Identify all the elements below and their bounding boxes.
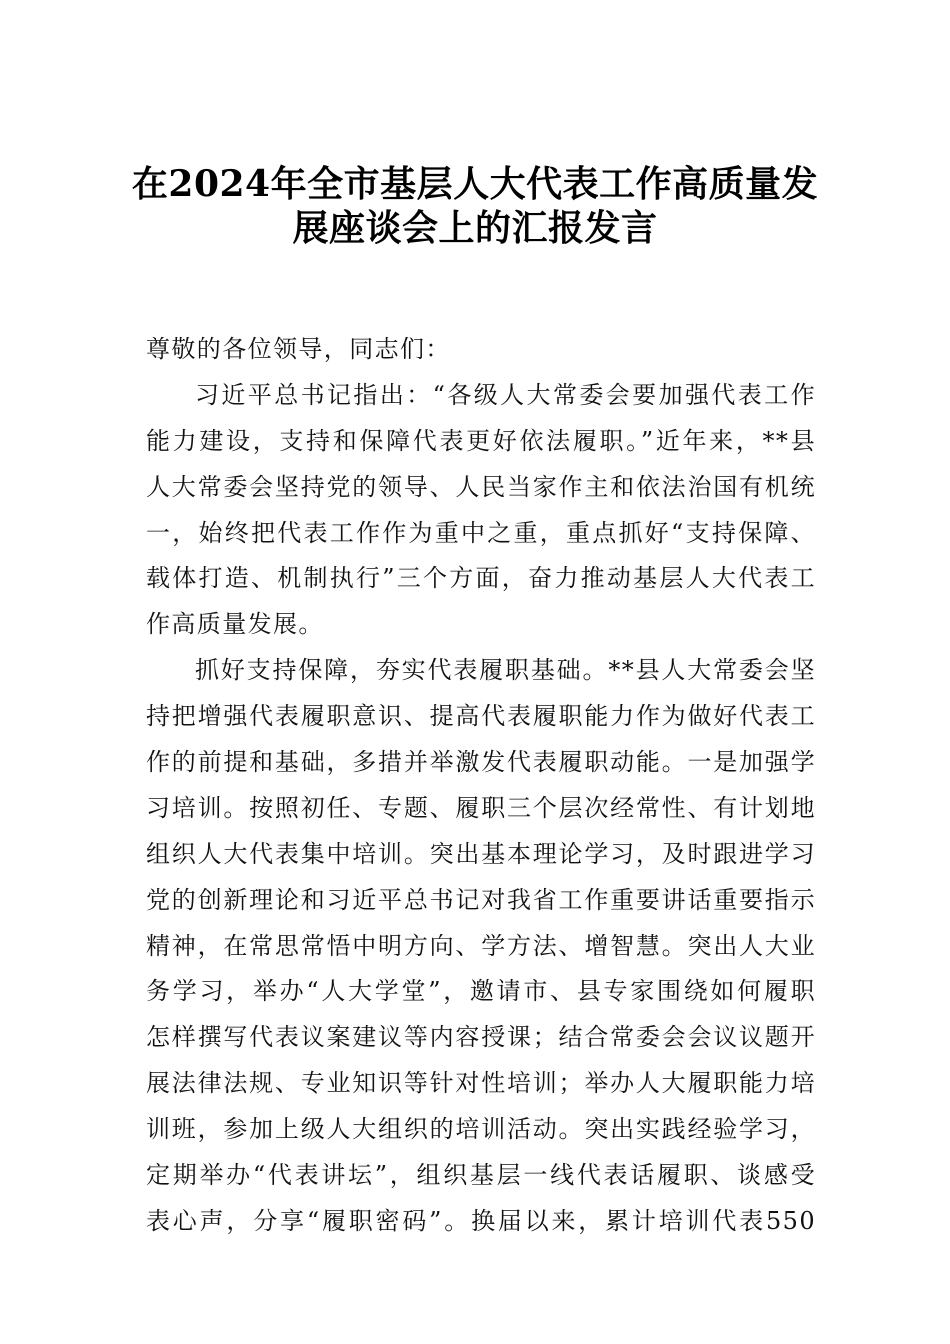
paragraph-2-line-9: 怎样撰写代表议案建议等内容授课；结合常委会会议议题开 bbox=[146, 1023, 816, 1052]
paragraph-2-line-7: 精神，在常思常悟中明方向、学方法、增智慧。突出人大业 bbox=[146, 931, 816, 960]
paragraph-1-line-2: 能力建设，支持和保障代表更好依法履职。”近年来，**县 bbox=[146, 426, 816, 455]
paragraph-2-line-12: 定期举办“代表讲坛”，组织基层一线代表话履职、谈感受 bbox=[146, 1161, 816, 1190]
paragraph-1-line-6: 作高质量发展。 bbox=[146, 610, 324, 639]
document-title-line-1: 在2024年全市基层人大代表工作高质量发 bbox=[131, 163, 819, 205]
paragraph-2-line-11: 训班，参加上级人大组织的培训活动。突出实践经验学习， bbox=[146, 1115, 816, 1144]
paragraph-2-line-6: 党的创新理论和习近平总书记对我省工作重要讲话重要指示 bbox=[146, 885, 816, 914]
salutation: 尊敬的各位领导，同志们： bbox=[146, 335, 451, 363]
paragraph-1-line-4: 一，始终把代表工作作为重中之重，重点抓好“支持保障、 bbox=[146, 518, 816, 547]
paragraph-1-line-1: 习近平总书记指出：“各级人大常委会要加强代表工作 bbox=[195, 380, 816, 409]
paragraph-2-line-13: 表心声，分享“履职密码”。换届以来，累计培训代表550 bbox=[146, 1206, 816, 1235]
paragraph-1-line-5: 载体打造、机制执行”三个方面，奋力推动基层人大代表工 bbox=[146, 564, 816, 593]
paragraph-1-line-3: 人大常委会坚持党的领导、人民当家作主和依法治国有机统 bbox=[146, 472, 816, 501]
paragraph-2-line-5: 组织人大代表集中培训。突出基本理论学习，及时跟进学习 bbox=[146, 839, 816, 868]
paragraph-2-line-4: 习培训。按照初任、专题、履职三个层次经常性、有计划地 bbox=[146, 793, 816, 822]
paragraph-2-line-10: 展法律法规、专业知识等针对性培训；举办人大履职能力培 bbox=[146, 1069, 816, 1098]
paragraph-2-line-2: 持把增强代表履职意识、提高代表履职能力作为做好代表工 bbox=[146, 702, 816, 731]
document-title-line-2: 展座谈会上的汇报发言 bbox=[292, 207, 658, 249]
paragraph-2-line-3: 作的前提和基础，多措并举激发代表履职动能。一是加强学 bbox=[146, 748, 816, 777]
paragraph-2-line-8: 务学习，举办“人大学堂”，邀请市、县专家围绕如何履职 bbox=[146, 977, 816, 1006]
document-body bbox=[146, 333, 816, 1251]
paragraph-2-line-1: 抓好支持保障，夯实代表履职基础。**县人大常委会坚 bbox=[195, 656, 816, 685]
